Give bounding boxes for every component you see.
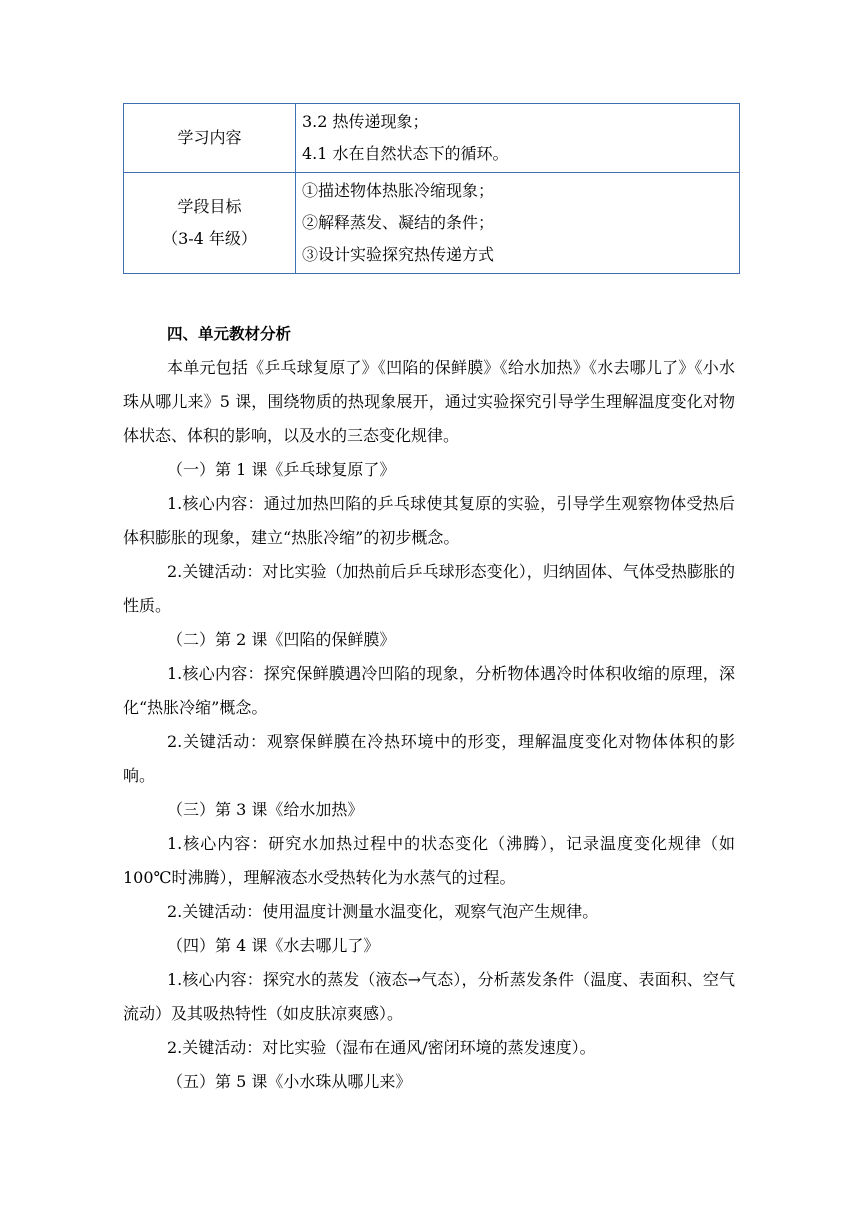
table-label-cell bbox=[124, 173, 296, 274]
section-heading: 四、单元教材分析 bbox=[167, 325, 292, 343]
table-label-cell bbox=[124, 104, 296, 173]
lesson-core: 1.核心内容：探究保鲜膜遇冷凹陷的现象，分析物体遇冷时体积收缩的原理，深化“热胀冷缩”概念。 bbox=[123, 664, 735, 717]
lesson-title: （四）第 4 课《水去哪儿了》 bbox=[167, 936, 380, 955]
lesson-title: （一）第 1 课《乒乓球复原了》 bbox=[167, 460, 396, 479]
lesson-title: （三）第 3 课《给水加热》 bbox=[167, 800, 364, 819]
info-table bbox=[123, 103, 740, 274]
lesson-core: 1.核心内容：探究水的蒸发（液态→气态），分析蒸发条件（温度、表面积、空气流动）及其吸热特性（如皮肤凉爽感）。 bbox=[123, 970, 735, 1023]
goal-line: ②解释蒸发、凝结的条件； bbox=[302, 213, 495, 232]
lesson-title: （五）第 5 课《小水珠从哪儿来》 bbox=[167, 1072, 412, 1091]
lesson-core: 1.核心内容：通过加热凹陷的乒乓球使其复原的实验，引导学生观察物体受热后体积膨胀的现象，建立“热胀冷缩”的初步概念。 bbox=[123, 494, 735, 547]
stage-goal-label: 学段目标 bbox=[177, 197, 242, 216]
learning-content-label: 学习内容 bbox=[177, 128, 242, 147]
content-line: 3.2 热传递现象； bbox=[302, 112, 429, 131]
lesson-activity: 2.关键活动：对比实验（加热前后乒乓球形态变化），归纳固体、气体受热膨胀的性质。 bbox=[123, 562, 735, 615]
lesson-title: （二）第 2 课《凹陷的保鲜膜》 bbox=[167, 630, 396, 649]
table-content-cell bbox=[296, 104, 740, 173]
lesson-activity: 2.关键活动：使用温度计测量水温变化，观察气泡产生规律。 bbox=[167, 902, 599, 921]
content-line: 4.1 水在自然状态下的循环。 bbox=[302, 144, 509, 163]
goal-line: ①描述物体热胀冷缩现象； bbox=[302, 181, 495, 200]
intro-paragraph: 本单元包括《乒乓球复原了》《凹陷的保鲜膜》《给水加热》《水去哪儿了》《小水珠从哪儿来》5 课，围绕物质的热现象展开，通过实验探究引导学生理解温度变化对物体状态、体积的影响，以及水的三态变化规律。 bbox=[123, 358, 735, 445]
grade-range-label: （3-4 年级） bbox=[162, 229, 257, 248]
lesson-core: 1.核心内容：研究水加热过程中的状态变化（沸腾），记录温度变化规律（如 100℃时沸腾），理解液态水受热转化为水蒸气的过程。 bbox=[123, 834, 735, 887]
lesson-activity: 2.关键活动：对比实验（湿布在通风/密闭环境的蒸发速度）。 bbox=[167, 1038, 596, 1057]
table-content-cell bbox=[296, 173, 740, 274]
document-body bbox=[123, 317, 735, 1099]
lesson-activity: 2.关键活动：观察保鲜膜在冷热环境中的形变，理解温度变化对物体体积的影响。 bbox=[123, 732, 735, 785]
goal-line: ③设计实验探究热传递方式 bbox=[302, 245, 495, 264]
table-row bbox=[124, 173, 740, 274]
table-row bbox=[124, 104, 740, 173]
